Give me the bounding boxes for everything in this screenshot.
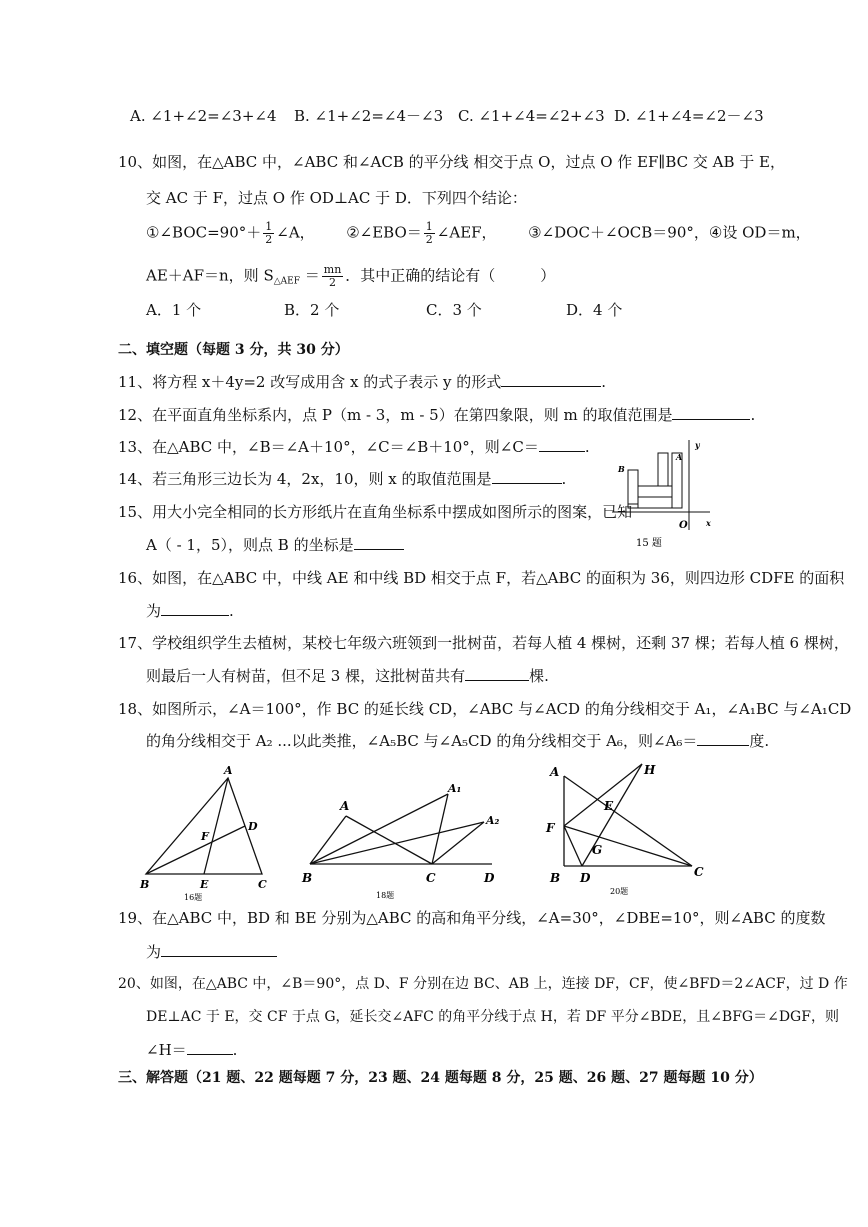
answer-blank[interactable]	[161, 942, 277, 957]
segment-fh	[564, 764, 642, 826]
q10-c2-post: ∠AEF，	[436, 223, 497, 242]
q18-line1: 18、如图所示，∠A＝100°，作 BC 的延长线 CD，∠ABC 与∠ACD 的角分线相交于 A₁，∠A₁BC 与∠A₁CD	[118, 700, 852, 718]
answer-blank[interactable]	[187, 1040, 233, 1055]
fig18-label-d: D	[484, 871, 495, 885]
frac-den: 2	[425, 233, 433, 246]
q20-line3: ∠H＝ .	[146, 1041, 238, 1059]
fig15-label-b: B	[618, 464, 625, 474]
fig15-label-a: A	[676, 452, 683, 462]
fig18-label-c: C	[426, 871, 436, 885]
section-2-heading: 二、填空题（每题 3 分，共 30 分）	[118, 342, 349, 358]
q17-line1: 17、学校组织学生去植树，某校七年级六班领到一批树苗，若每人植 4 棵树，还剩 37 棵；若每人植 6 棵树，	[118, 634, 849, 652]
answer-blank[interactable]	[501, 372, 601, 387]
fig20-label-a: A	[550, 765, 560, 779]
q9-option-c: C. ∠1+∠4=∠2+∠3	[458, 107, 605, 125]
q10-line4-post: ．其中正确的结论有（ ）	[345, 266, 556, 285]
answer-blank[interactable]	[539, 437, 585, 452]
q18-text: 的角分线相交于 A₂ ...以此类推，∠A₅BC 与∠A₅CD 的角分线相交于 A₆，则∠A₆＝	[146, 732, 698, 750]
q16-line2: 为 .	[146, 602, 234, 620]
q10-option-c: C．3 个	[426, 301, 482, 319]
answer-blank[interactable]	[354, 535, 404, 550]
side-ac	[564, 776, 692, 866]
rect-piece	[638, 497, 672, 508]
fig20-label-d: D	[580, 871, 591, 885]
fig18-label-a2: A₂	[486, 814, 500, 827]
fig16-label-c: C	[258, 878, 267, 891]
fig20-label-c: C	[694, 865, 704, 879]
answer-blank[interactable]	[465, 666, 529, 681]
q10-option-a: A．1 个	[146, 301, 202, 319]
section-3-heading: 三、解答题（21 题、22 题每题 7 分，23 题、24 题每题 8 分，25 题、26 题、27 题每题 10 分）	[118, 1070, 763, 1086]
fig20-label-b: B	[550, 871, 561, 885]
q10-line4-pre: AE＋AF＝n，则 S	[146, 266, 274, 285]
q15-line2	[146, 535, 404, 555]
q10-option-d: D．4 个	[566, 301, 623, 319]
q17-text: 则最后一人有树苗，但不足 3 棵，这批树苗共有	[146, 667, 466, 685]
frac-num: 1	[425, 220, 433, 233]
fig18-label-a1: A₁	[448, 782, 462, 795]
answer-blank[interactable]	[697, 731, 749, 746]
q15-line1: 15、用大小完全相同的长方形纸片在直角坐标系中摆成如图所示的图案，已知	[118, 503, 633, 521]
q16-text: 为	[146, 602, 162, 620]
q12: 12、在平面直角坐标系内，点 P（m - 3，m - 5）在第四象限，则 m 的取值范围是 .	[118, 406, 756, 424]
q10-line4	[146, 264, 555, 292]
q9-option-b: B. ∠1+∠2=∠4－∠3	[294, 107, 444, 125]
q12-text: 12、在平面直角坐标系内，点 P（m - 3，m - 5）在第四象限，则 m 的取值范围是	[118, 406, 673, 424]
fig16-label-a: A	[224, 764, 233, 777]
figure-15	[612, 436, 720, 552]
q10-line2: 交 AC 于 F，过点 O 作 OD⊥AC 于 D．下列四个结论：	[146, 189, 527, 207]
q10-conclusions	[146, 221, 811, 246]
q19-text: 为	[146, 943, 162, 961]
fig20-label-g: G	[592, 843, 603, 857]
q20-line1: 20、如图，在△ABC 中，∠B＝90°，点 D、F 分别在边 BC、AB 上，连接 DF，CF，使∠BFD＝2∠ACF，过 D 作	[118, 976, 848, 992]
q17-tail: 棵.	[529, 667, 549, 685]
fig20-label-f: F	[546, 821, 555, 835]
frac-num: mn	[323, 263, 342, 276]
fig20-label-e: E	[604, 799, 614, 813]
fig15-label-o: O	[679, 520, 688, 531]
figure-18	[298, 776, 508, 902]
fig18-label-a: A	[340, 799, 350, 813]
q11-text: 11、将方程 x＋4y=2 改写成用含 x 的式子表示 y 的形式	[118, 373, 502, 391]
q10-c3: ③∠DOC＋∠OCB＝90°，	[528, 223, 709, 242]
fig16-label-f: F	[201, 830, 209, 843]
q10-c1-post: ∠A，	[276, 223, 315, 242]
rect-piece	[628, 504, 638, 508]
rect-piece	[658, 453, 668, 486]
fig16-label-e: E	[200, 878, 209, 891]
fig15-label-x: x	[706, 518, 711, 528]
q9-option-d: D. ∠1+∠4=∠2－∠3	[614, 107, 764, 125]
answer-blank[interactable]	[161, 601, 229, 616]
frac-num: 1	[265, 220, 273, 233]
mn-fraction	[322, 264, 344, 289]
fig15-caption: 15 题	[636, 538, 662, 549]
figure-16	[136, 762, 276, 902]
area-subscript: △AEF	[273, 276, 300, 287]
half-fraction	[424, 221, 435, 246]
q10-option-b: B．2 个	[284, 301, 340, 319]
fig16-caption: 16题	[184, 893, 203, 902]
fig18-label-b: B	[302, 871, 313, 885]
segment-ba1	[310, 794, 448, 864]
q19-line1: 19、在△ABC 中，BD 和 BE 分别为△ABC 的高和角平分线，∠A=30°，∠DBE=10°，则∠ABC 的度数	[118, 909, 826, 927]
q10-c2-pre: ②∠EBO＝	[346, 223, 422, 242]
rect-piece	[628, 470, 638, 504]
q13-text: 13、在△ABC 中，∠B＝∠A＋10°，∠C＝∠B＋10°，则∠C＝	[118, 438, 539, 456]
median-bd	[146, 826, 245, 874]
figure-20	[540, 760, 720, 902]
answer-blank[interactable]	[492, 469, 562, 484]
fig16-label-b: B	[140, 878, 150, 891]
fig18-caption: 18题	[376, 891, 395, 900]
half-fraction	[263, 221, 274, 246]
rect-piece	[638, 486, 672, 497]
frac-den: 2	[265, 233, 273, 246]
q10-c1-pre: ①∠BOC=90°＋	[146, 223, 262, 242]
fig15-label-y: y	[695, 440, 700, 450]
q18-tail: 度.	[749, 732, 770, 750]
q14: 14、若三角形三边长为 4，2x，10，则 x 的取值范围是 .	[118, 470, 567, 488]
q17-line2	[146, 666, 549, 686]
q10-line1: 10、如图，在△ABC 中，∠ABC 和∠ACB 的平分线 相交于点 O，过点 O 作 EF∥BC 交 AB 于 E，	[118, 153, 785, 171]
fig20-caption: 20题	[610, 887, 629, 896]
segment-fc	[564, 826, 692, 866]
q19-line2	[146, 942, 277, 962]
q16-line1: 16、如图，在△ABC 中，中线 AE 和中线 BD 相交于点 F，若△ABC 的面积为 36，则四边形 CDFE 的面积	[118, 569, 845, 587]
q15-text: A（ - 1，5），则点 B 的坐标是	[146, 536, 354, 554]
line-dh	[582, 764, 642, 866]
q10-c4: ④设 OD＝m，	[708, 223, 811, 242]
fig20-label-h: H	[644, 763, 656, 777]
q13: 13、在△ABC 中，∠B＝∠A＋10°，∠C＝∠B＋10°，则∠C＝ .	[118, 438, 590, 456]
q9-option-a: A. ∠1+∠2=∠3+∠4	[130, 107, 277, 125]
q11: 11、将方程 x＋4y=2 改写成用含 x 的式子表示 y 的形式 .	[118, 373, 607, 391]
answer-blank[interactable]	[672, 405, 750, 420]
q14-text: 14、若三角形三边长为 4，2x，10，则 x 的取值范围是	[118, 470, 492, 488]
q20-text: ∠H＝	[146, 1041, 187, 1059]
segment-fd	[564, 826, 582, 866]
frac-den: 2	[329, 276, 337, 289]
q20-line2: DE⊥AC 于 E，交 CF 于点 G，延长交∠AFC 的角平分线于点 H，若 DF 平分∠BDE，且∠BFG＝∠DGF，则	[146, 1009, 839, 1025]
q10-eq: ＝	[299, 266, 320, 285]
fig16-label-d: D	[248, 820, 258, 833]
q18-line2	[146, 731, 769, 751]
